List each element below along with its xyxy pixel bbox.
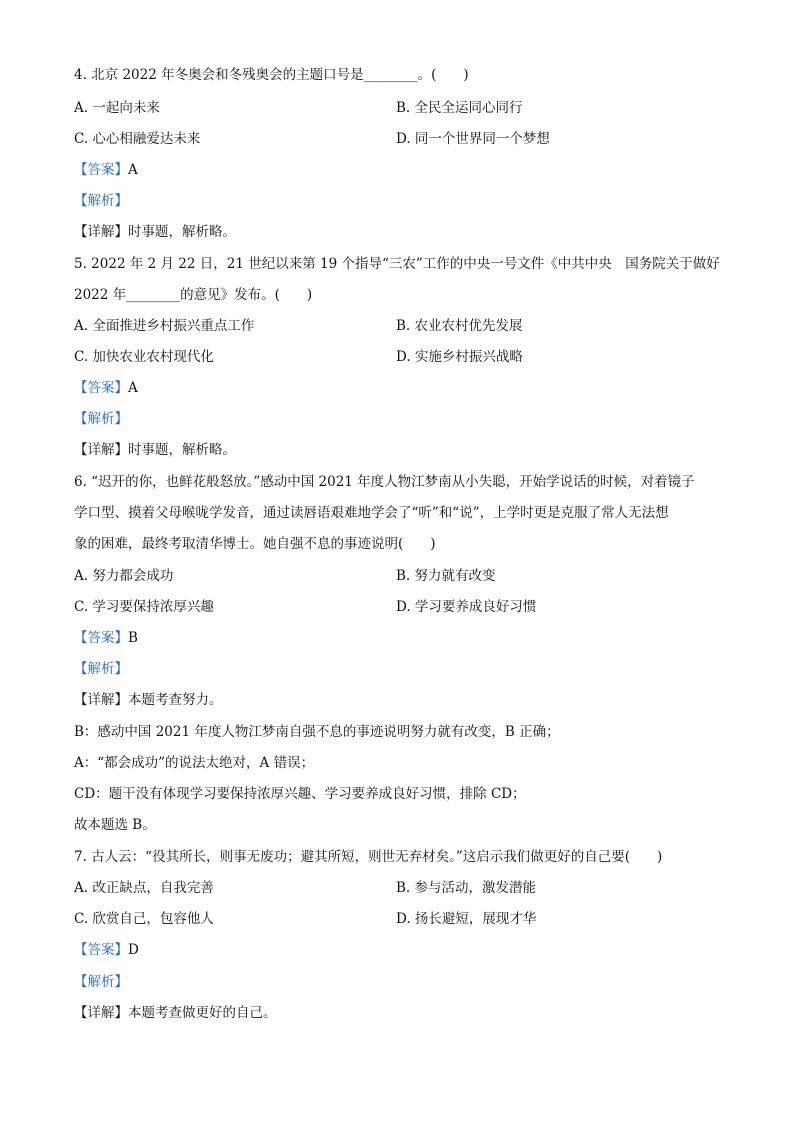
question-4-stem: 4. 北京 2022 年冬奥会和冬残奥会的主题口号是________。( ) bbox=[74, 67, 469, 83]
analysis-tag: 【解析】 bbox=[74, 661, 128, 677]
analysis-tag: 【解析】 bbox=[74, 411, 128, 427]
detail-text: 本题考查做更好的自己。 bbox=[128, 1005, 277, 1021]
question-4-option-d: D. 同一个世界同一个梦想 bbox=[396, 131, 550, 147]
question-4-detail bbox=[74, 223, 236, 241]
question-6-detail-line-2: B：感动中国 2021 年度人物江梦南自强不息的事迹说明努力就有改变，B 正确； bbox=[74, 724, 560, 740]
question-7-detail bbox=[74, 1004, 277, 1022]
detail-tag: 【详解】 bbox=[74, 1005, 128, 1021]
answer-tag: 【答案】 bbox=[74, 942, 128, 958]
question-6-stem-line-2: 学口型、摸着父母喉咙学发音，通过读唇语艰难地学会了“听”和“说”，上学时更是克服了常人无法想 bbox=[74, 505, 669, 521]
question-4-option-c: C. 心心相融爱达未来 bbox=[74, 131, 201, 147]
question-6-option-a: A. 努力都会成功 bbox=[74, 568, 174, 584]
analysis-tag: 【解析】 bbox=[74, 193, 128, 209]
question-5-option-a: A. 全面推进乡村振兴重点工作 bbox=[74, 318, 255, 334]
answer-value: D bbox=[128, 942, 139, 958]
question-5-answer bbox=[74, 379, 138, 397]
question-6-stem-line-3: 象的困难，最终考取清华博士。她自强不息的事迹说明( ) bbox=[74, 536, 436, 552]
question-7-option-d: D. 扬长避短，展现才华 bbox=[396, 911, 537, 927]
question-7-answer bbox=[74, 941, 139, 959]
question-6-detail bbox=[74, 691, 223, 709]
answer-tag: 【答案】 bbox=[74, 630, 128, 646]
question-6-stem-line-1: 6. “迟开的你，也鲜花般怒放。”感动中国 2021 年度人物江梦南从小失聪，开始学说话的时候，对着镜子 bbox=[74, 474, 695, 490]
answer-tag: 【答案】 bbox=[74, 162, 128, 178]
question-6-detail-line-3: A：“都会成功”的说法太绝对，A 错误； bbox=[74, 755, 315, 771]
question-7-option-a: A. 改正缺点，自我完善 bbox=[74, 880, 214, 896]
question-6-option-b: B. 努力就有改变 bbox=[396, 568, 496, 584]
question-6-detail-line-5: 故本题选 B。 bbox=[74, 817, 156, 833]
question-5-detail bbox=[74, 441, 236, 459]
question-7-analysis bbox=[74, 973, 128, 991]
question-4-answer bbox=[74, 161, 138, 179]
question-5-analysis bbox=[74, 410, 128, 428]
question-5-stem-line-2: 2022 年________的意见》发布。( ) bbox=[74, 287, 313, 303]
question-6-answer bbox=[74, 629, 138, 647]
analysis-tag: 【解析】 bbox=[74, 974, 128, 990]
question-6-analysis bbox=[74, 660, 128, 678]
question-7-option-c: C. 欣赏自己，包容他人 bbox=[74, 911, 214, 927]
question-6-option-d: D. 学习要养成良好习惯 bbox=[396, 599, 537, 615]
detail-tag: 【详解】 bbox=[74, 442, 128, 458]
question-6-option-c: C. 学习要保持浓厚兴趣 bbox=[74, 599, 214, 615]
question-5-option-d: D. 实施乡村振兴战略 bbox=[396, 349, 523, 365]
answer-value: A bbox=[128, 162, 138, 178]
detail-text: 时事题，解析略。 bbox=[128, 224, 236, 240]
answer-value: A bbox=[128, 380, 138, 396]
question-6-detail-line-4: CD：题干没有体现学习要保持浓厚兴趣、学习要养成良好习惯，排除 CD； bbox=[74, 786, 526, 802]
question-7-option-b: B. 参与活动，激发潜能 bbox=[396, 880, 537, 896]
question-5-option-c: C. 加快农业农村现代化 bbox=[74, 349, 214, 365]
question-4-option-b: B. 全民全运同心同行 bbox=[396, 100, 523, 116]
question-5-option-b: B. 农业农村优先发展 bbox=[396, 318, 523, 334]
question-4-analysis bbox=[74, 192, 128, 210]
detail-text: 时事题，解析略。 bbox=[128, 442, 236, 458]
detail-tag: 【详解】 bbox=[74, 224, 128, 240]
detail-text: 本题考查努力。 bbox=[128, 692, 223, 708]
question-5-stem-line-1: 5. 2022 年 2 月 22 日，21 世纪以来第 19 个指导“三农”工作的中央一号文件《中共中央 国务院关于做好 bbox=[74, 256, 720, 272]
answer-value: B bbox=[128, 630, 138, 646]
question-7-stem: 7. 古人云：“役其所长，则事无废功；避其所短，则世无弃材矣。”这启示我们做更好的自己要( ) bbox=[74, 849, 663, 865]
answer-tag: 【答案】 bbox=[74, 380, 128, 396]
detail-tag: 【详解】 bbox=[74, 692, 128, 708]
question-4-option-a: A. 一起向未来 bbox=[74, 100, 160, 116]
